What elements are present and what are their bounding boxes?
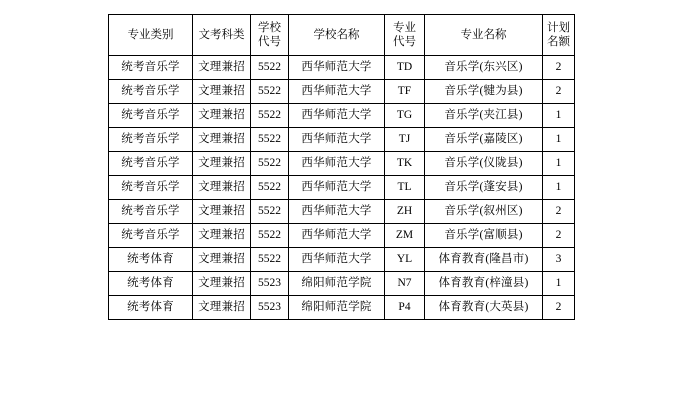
table-row	[109, 128, 575, 152]
table-row	[109, 176, 575, 200]
cell-school-code: 5522	[251, 128, 289, 152]
cell-category: 统考音乐学	[109, 128, 193, 152]
cell-subject: 文理兼招	[193, 176, 251, 200]
cell-major-code: TD	[385, 56, 425, 80]
cell-school-name: 西华师范大学	[289, 224, 385, 248]
cell-major-code: TK	[385, 152, 425, 176]
table-row	[109, 248, 575, 272]
column-header-school-code-line-2: 代号	[258, 36, 281, 48]
cell-category: 统考音乐学	[109, 56, 193, 80]
column-header-subject	[193, 15, 251, 56]
cell-major-name: 音乐学(嘉陵区)	[425, 128, 543, 152]
cell-major-code: ZH	[385, 200, 425, 224]
cell-school-code: 5522	[251, 176, 289, 200]
cell-major-name: 体育教育(大英县)	[425, 296, 543, 320]
cell-major-name: 体育教育(梓潼县)	[425, 272, 543, 296]
cell-school-code: 5522	[251, 200, 289, 224]
cell-subject: 文理兼招	[193, 272, 251, 296]
column-header-quota	[543, 15, 575, 56]
cell-major-name: 音乐学(叙州区)	[425, 200, 543, 224]
cell-major-code: N7	[385, 272, 425, 296]
column-header-major-code	[385, 15, 425, 56]
cell-school-code: 5522	[251, 104, 289, 128]
cell-school-name: 西华师范大学	[289, 128, 385, 152]
cell-major-code: P4	[385, 296, 425, 320]
cell-quota: 2	[543, 296, 575, 320]
cell-category: 统考音乐学	[109, 80, 193, 104]
table-row	[109, 152, 575, 176]
column-header-school-name	[289, 15, 385, 56]
cell-major-name: 音乐学(仪陇县)	[425, 152, 543, 176]
table-row	[109, 272, 575, 296]
table-header-row	[109, 15, 575, 56]
cell-category: 统考体育	[109, 272, 193, 296]
cell-category: 统考体育	[109, 248, 193, 272]
cell-subject: 文理兼招	[193, 296, 251, 320]
cell-school-name: 西华师范大学	[289, 56, 385, 80]
cell-school-name: 西华师范大学	[289, 200, 385, 224]
cell-major-name: 音乐学(蓬安县)	[425, 176, 543, 200]
cell-school-name: 西华师范大学	[289, 104, 385, 128]
cell-major-code: TJ	[385, 128, 425, 152]
cell-major-code: YL	[385, 248, 425, 272]
cell-major-name: 音乐学(夹江县)	[425, 104, 543, 128]
cell-major-name: 音乐学(富顺县)	[425, 224, 543, 248]
cell-quota: 1	[543, 104, 575, 128]
cell-school-code: 5522	[251, 56, 289, 80]
cell-school-code: 5522	[251, 80, 289, 104]
table-row	[109, 80, 575, 104]
cell-category: 统考音乐学	[109, 224, 193, 248]
cell-category: 统考音乐学	[109, 104, 193, 128]
admissions-table-container	[108, 14, 574, 320]
cell-school-code: 5523	[251, 296, 289, 320]
cell-subject: 文理兼招	[193, 152, 251, 176]
column-header-major-code-line-2: 代号	[393, 36, 416, 48]
cell-quota: 1	[543, 152, 575, 176]
column-header-major-name-line-1: 专业名称	[460, 28, 507, 41]
column-header-school-code	[251, 15, 289, 56]
column-header-major-name	[425, 15, 543, 56]
cell-subject: 文理兼招	[193, 248, 251, 272]
cell-school-name: 西华师范大学	[289, 152, 385, 176]
column-header-subject-line-1: 文考科类	[198, 28, 245, 41]
cell-subject: 文理兼招	[193, 224, 251, 248]
cell-school-code: 5522	[251, 152, 289, 176]
cell-category: 统考体育	[109, 296, 193, 320]
cell-major-name: 音乐学(犍为县)	[425, 80, 543, 104]
cell-school-name: 西华师范大学	[289, 176, 385, 200]
cell-subject: 文理兼招	[193, 56, 251, 80]
cell-quota: 3	[543, 248, 575, 272]
cell-major-name: 音乐学(东兴区)	[425, 56, 543, 80]
table-row	[109, 104, 575, 128]
cell-subject: 文理兼招	[193, 128, 251, 152]
column-header-quota-line-2: 名额	[547, 36, 570, 48]
table-row	[109, 224, 575, 248]
column-header-category	[109, 15, 193, 56]
cell-category: 统考音乐学	[109, 152, 193, 176]
column-header-major-code-line-1: 专业	[393, 21, 416, 34]
column-header-quota-line-1: 计划	[547, 21, 570, 34]
cell-quota: 2	[543, 80, 575, 104]
cell-school-code: 5522	[251, 224, 289, 248]
cell-category: 统考音乐学	[109, 200, 193, 224]
cell-school-name: 绵阳师范学院	[289, 296, 385, 320]
cell-major-code: TG	[385, 104, 425, 128]
column-header-school-code-line-1: 学校	[258, 21, 281, 34]
cell-school-code: 5523	[251, 272, 289, 296]
table-row	[109, 200, 575, 224]
cell-quota: 1	[543, 176, 575, 200]
cell-subject: 文理兼招	[193, 200, 251, 224]
cell-major-code: ZM	[385, 224, 425, 248]
cell-school-name: 西华师范大学	[289, 80, 385, 104]
cell-quota: 2	[543, 56, 575, 80]
table-header	[109, 15, 575, 56]
cell-quota: 2	[543, 200, 575, 224]
cell-school-name: 西华师范大学	[289, 248, 385, 272]
cell-quota: 1	[543, 272, 575, 296]
column-header-category-line-1: 专业类别	[127, 28, 174, 41]
table-row	[109, 56, 575, 80]
cell-category: 统考音乐学	[109, 176, 193, 200]
table-row	[109, 296, 575, 320]
cell-major-code: TF	[385, 80, 425, 104]
admissions-table	[108, 14, 575, 320]
cell-subject: 文理兼招	[193, 104, 251, 128]
cell-school-name: 绵阳师范学院	[289, 272, 385, 296]
cell-school-code: 5522	[251, 248, 289, 272]
cell-quota: 2	[543, 224, 575, 248]
cell-major-code: TL	[385, 176, 425, 200]
table-body	[109, 56, 575, 320]
cell-subject: 文理兼招	[193, 80, 251, 104]
cell-quota: 1	[543, 128, 575, 152]
cell-major-name: 体育教育(隆昌市)	[425, 248, 543, 272]
column-header-school-name-line-1: 学校名称	[313, 28, 360, 41]
